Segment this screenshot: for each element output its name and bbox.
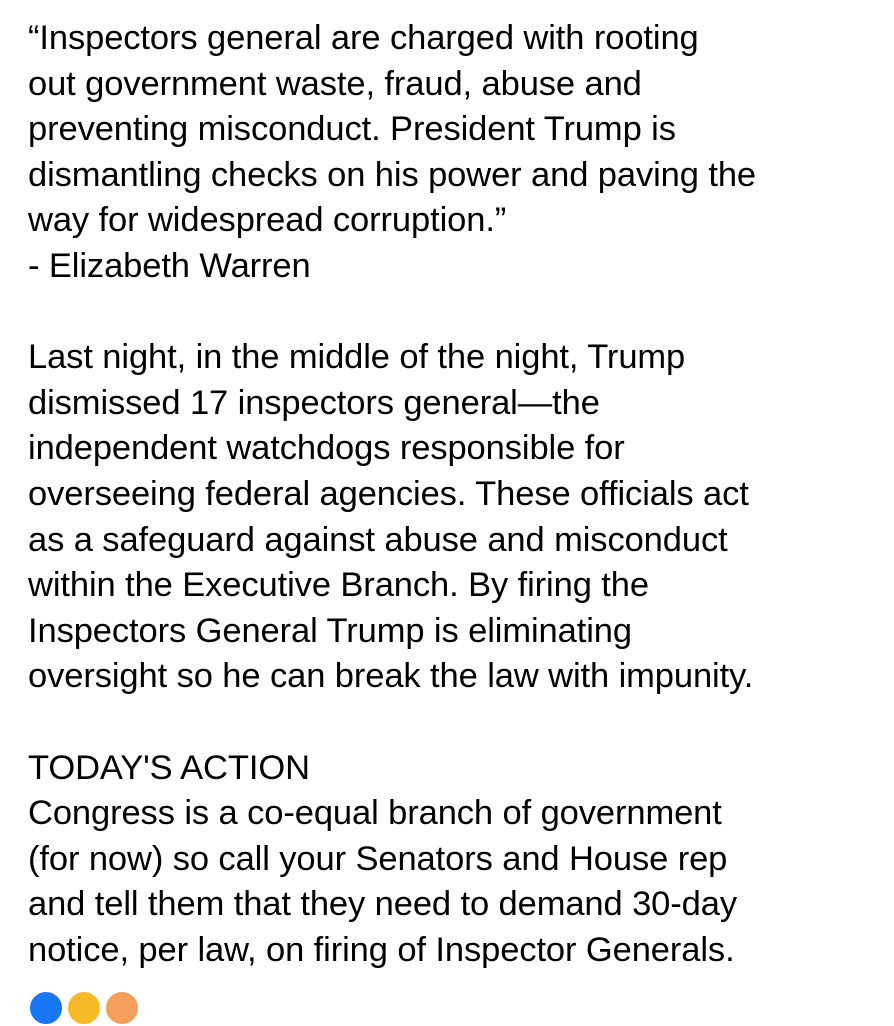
quote-line: way for widespread corruption.” <box>28 201 507 240</box>
quote-line: out government waste, fraud, abuse and <box>28 64 642 103</box>
body-line: independent watchdogs responsible for <box>28 429 625 468</box>
post-text <box>28 16 878 973</box>
body-line: oversight so he can break the law with impunity. <box>28 657 754 696</box>
body-line: dismissed 17 inspectors general—the <box>28 383 600 422</box>
body-line: as a safeguard against abuse and misconduct <box>28 520 728 559</box>
quote-line: dismantling checks on his power and paving the <box>28 155 757 194</box>
body-line: Last night, in the middle of the night, Trump <box>28 338 686 377</box>
reaction-icons[interactable] <box>28 990 148 1020</box>
like-reaction-icon <box>28 990 64 1026</box>
action-heading: TODAY'S ACTION <box>28 748 310 787</box>
body-line: within the Executive Branch. By firing the <box>28 566 649 605</box>
care-reaction-icon <box>66 990 102 1026</box>
action-line: notice, per law, on firing of Inspector Generals. <box>28 930 735 969</box>
body-line: Inspectors General Trump is eliminating <box>28 611 632 650</box>
quote-attribution: - Elizabeth Warren <box>28 246 311 285</box>
action-line: (for now) so call your Senators and House rep <box>28 839 728 878</box>
quote-line: “Inspectors general are charged with rooting <box>28 19 699 57</box>
body-line: overseeing federal agencies. These officials act <box>28 474 749 513</box>
love-reaction-icon <box>104 990 140 1026</box>
action-line: Congress is a co-equal branch of government <box>28 794 722 833</box>
quote-line: preventing misconduct. President Trump is <box>28 110 676 149</box>
action-line: and tell them that they need to demand 30-day <box>28 885 737 924</box>
paragraph-gap <box>28 290 878 336</box>
paragraph-gap <box>28 700 878 746</box>
